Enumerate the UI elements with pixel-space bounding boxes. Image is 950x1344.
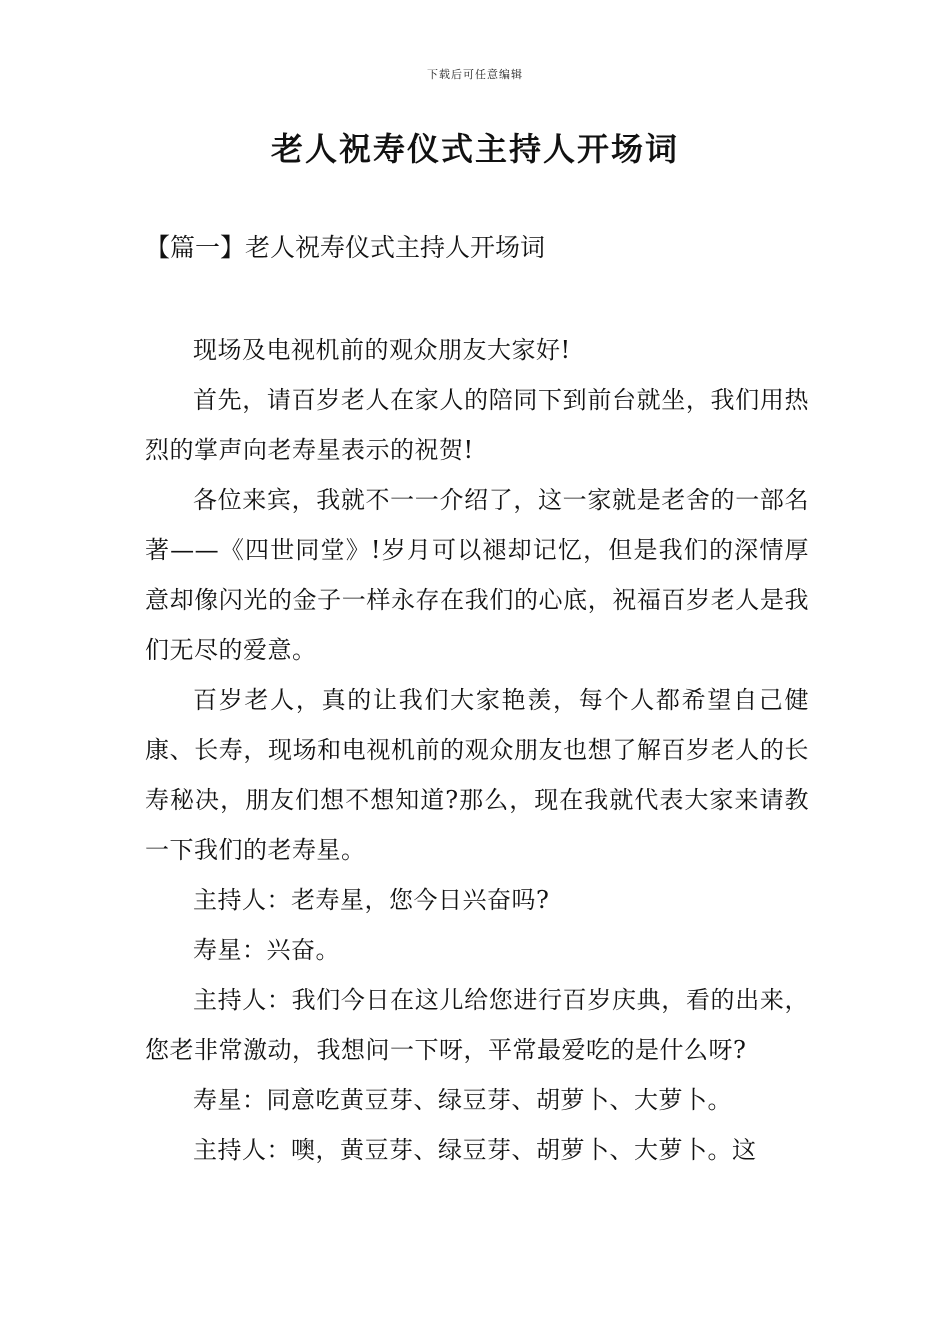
paragraph: 各位来宾，我就不一一介绍了，这一家就是老舍的一部名著——《四世同堂》!岁月可以褪却记忆，但是我们的深情厚意却像闪光的金子一样永存在我们的心底，祝福百岁老人是我们无尽的爱意。 [145, 486, 809, 664]
paragraph: 现场及电视机前的观众朋友大家好! [193, 336, 571, 364]
paragraph: 主持人：噢，黄豆芽、绿豆芽、胡萝卜、大萝卜。这 [193, 1136, 757, 1164]
paragraph: 主持人：我们今日在这儿给您进行百岁庆典，看的出来，您老非常激动，我想问一下呀，平常最爱吃的是什么呀? [145, 986, 809, 1064]
body-text [145, 325, 809, 1175]
paragraph: 首先，请百岁老人在家人的陪同下到前台就坐，我们用热烈的掌声向老寿星表示的祝贺! [145, 386, 809, 464]
paragraph: 百岁老人，真的让我们大家艳羡，每个人都希望自己健康、长寿，现场和电视机前的观众朋友也想了解百岁老人的长寿秘决，朋友们想不想知道?那么，现在我就代表大家来请教一下我们的老寿星。 [145, 686, 809, 864]
header-note: 下载后可任意编辑 [427, 68, 523, 81]
paragraph: 寿星：兴奋。 [193, 936, 340, 964]
paragraph: 主持人：老寿星，您今日兴奋吗? [193, 886, 550, 914]
section-heading: 【篇一】老人祝寿仪式主持人开场词 [145, 233, 546, 262]
document-title: 老人祝寿仪式主持人开场词 [270, 130, 679, 168]
paragraph: 寿星：同意吃黄豆芽、绿豆芽、胡萝卜、大萝卜。 [193, 1086, 732, 1114]
